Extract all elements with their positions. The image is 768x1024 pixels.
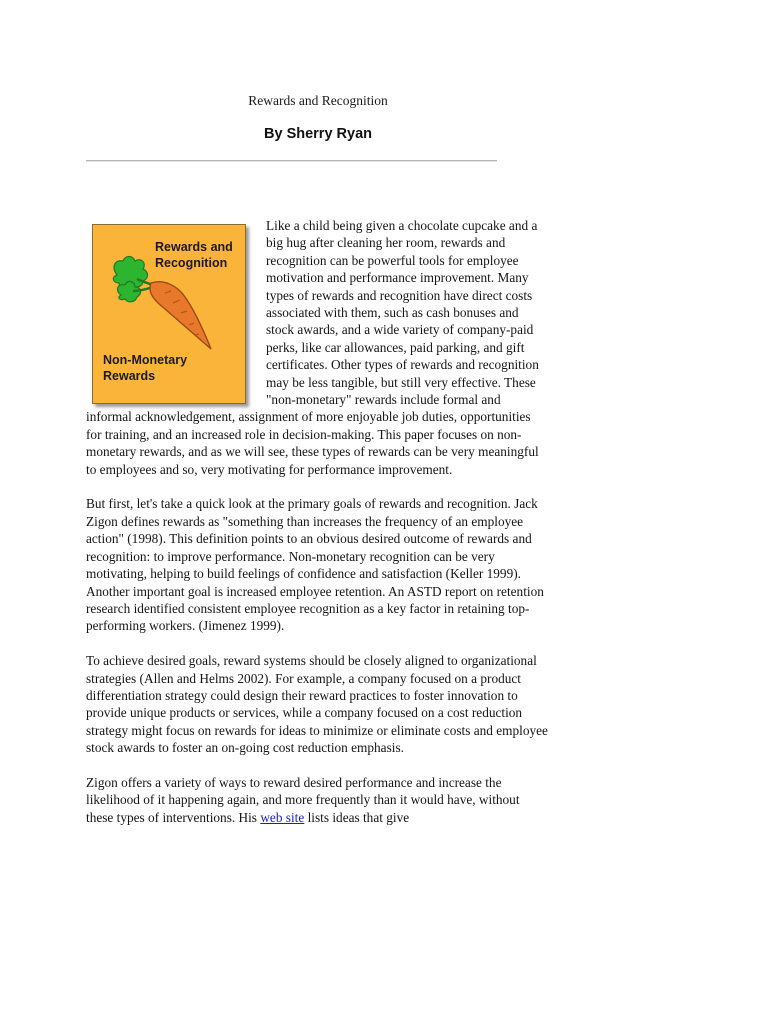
figure-box [92,224,246,404]
paragraph-2: But first, let's take a quick look at the primary goals of rewards and recognition. Jack Zigon defines rewards as "something than increases the frequency of an employee action" (1998). This definition points to an obvious desired outcome of rewards and recognition: to improve performance. Non-monetary recognition can be very motivating, helping to build feelings of confidence and satisfaction (Keller 1999). Another important goal is increased employee retention. An ASTD report on retention research identified consistent employee recognition as a key factor in retaining top-performing workers. (Jimenez 1999). [86,496,544,634]
byline: By Sherry Ryan [264,126,372,142]
page-title: Rewards and Recognition [248,93,388,108]
carrot-icon [107,253,219,353]
figure-line-1: Rewards and [155,240,233,254]
paragraph-4-end: lists ideas that give [304,809,410,825]
carrot-leaves-icon [113,257,153,302]
rewards-figure [92,224,246,404]
figure-line-3: Non-Monetary [103,353,188,367]
paragraph-4-start: Zigon offers a variety of ways to reward desired performance and increase the likelihood of it happening again, and more frequently than it would have, without these types of interventions. His [86,774,520,825]
carrot-root-icon [150,282,211,349]
article-body [86,217,548,844]
web-site-link[interactable]: web site [260,809,305,825]
figure-line-2: Recognition [155,256,228,270]
paragraph-4 [86,774,548,826]
figure-line-4: Rewards [103,369,156,383]
title-rule [86,160,497,162]
paragraph-3: To achieve desired goals, reward systems should be closely aligned to organizational strategies (Allen and Helms 2002). For example, a company focused on a product differentiation strategy could design their reward practices to foster innovation to provide unique products or services, while a company focused on a cost reduction strategy might focus on rewards for ideas to minimize or eliminate costs and employee stock awards to foster an on-going cost reduction emphasis. [86,653,548,756]
paragraph-1: Like a child being given a chocolate cupcake and a big hug after cleaning her room, rewards and recognition can be powerful tools for employee motivation and performance improvement. Many types of rewards and recognition have direct costs associated with them, such as cash bonuses and stock awards, and a wide variety of company-paid perks, like car allowances, paid parking, and gift certificates. Other types of rewards and recognition may be less tangible, but still very effective. These "non-monetary" rewards include formal and informal acknowledgement, assignment of more enjoyable job duties, opportunities for training, and an increased role in decision-making. This paper focuses on non-monetary rewards, and as we will see, these types of rewards can be very meaningful to employees and so, very motivating for performance improvement. [86,218,539,477]
